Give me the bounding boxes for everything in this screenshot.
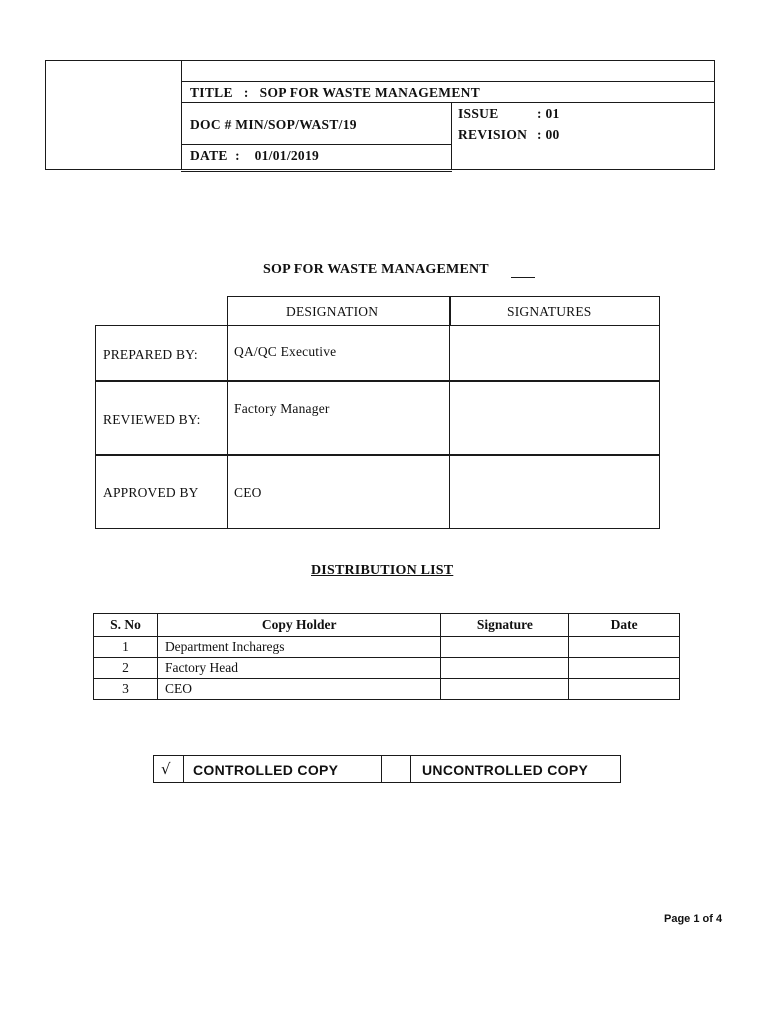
row-signature: [441, 637, 569, 658]
main-title-underline: [511, 277, 535, 278]
copy-status-divider-2: [381, 755, 382, 783]
row-date: [569, 658, 680, 679]
header-divider-1: [181, 81, 715, 82]
header-divider-5: [181, 171, 452, 172]
row-holder: CEO: [157, 679, 440, 700]
title-value: SOP FOR WASTE MANAGEMENT: [259, 85, 480, 100]
row-date: [569, 679, 680, 700]
row-date: [569, 637, 680, 658]
copy-status-divider-1: [183, 755, 184, 783]
date-value: 01/01/2019: [254, 148, 320, 163]
title-label: TITLE : SOP FOR WASTE MANAGEMENT: [190, 85, 480, 100]
designation-prepared: QA/QC Executive: [234, 344, 337, 359]
row-signature: [441, 658, 569, 679]
header-divider-4: [181, 144, 452, 145]
date-field: DATE : 01/01/2019: [190, 148, 320, 163]
header-divider-3: [451, 102, 452, 170]
issue-value: : 01: [537, 106, 560, 121]
table-row: [94, 658, 680, 679]
role-reviewed: REVIEWED BY:: [103, 412, 201, 427]
signoff-divider-sign: [449, 325, 450, 529]
page-number: Page 1 of 4: [664, 913, 723, 925]
signoff-header-designation: DESIGNATION: [286, 304, 379, 319]
row-sno: 3: [94, 679, 158, 700]
table-row: [94, 637, 680, 658]
row-holder: Department Incharegs: [157, 637, 440, 658]
col-date: Date: [569, 614, 680, 637]
main-title: SOP FOR WASTE MANAGEMENT: [263, 262, 489, 277]
col-sno: S. No: [94, 614, 158, 637]
designation-reviewed: Factory Manager: [234, 401, 330, 416]
distribution-table: [93, 613, 680, 700]
col-signature: Signature: [441, 614, 569, 637]
row-signature: [441, 679, 569, 700]
revision-value: : 00: [537, 127, 560, 142]
revision-label: REVISION: [458, 127, 528, 142]
signoff-header-signatures: SIGNATURES: [507, 304, 592, 319]
controlled-copy-label: CONTROLLED COPY: [193, 762, 339, 778]
doc-number: DOC # MIN/SOP/WAST/19: [190, 117, 357, 132]
document-header-block: [45, 60, 715, 170]
table-row: [94, 679, 680, 700]
distribution-title: DISTRIBUTION LIST: [311, 563, 454, 578]
uncontrolled-copy-label: UNCONTROLLED COPY: [422, 762, 589, 778]
row-holder: Factory Head: [157, 658, 440, 679]
role-prepared: PREPARED BY:: [103, 347, 198, 362]
designation-approved: CEO: [234, 485, 262, 500]
header-divider-2: [181, 102, 715, 103]
role-approved: APPROVED BY: [103, 485, 199, 500]
issue-label: ISSUE: [458, 106, 499, 121]
distribution-header-row: [94, 614, 680, 637]
controlled-check-icon: √: [161, 760, 171, 778]
row-sno: 1: [94, 637, 158, 658]
col-copy-holder: Copy Holder: [157, 614, 440, 637]
logo-area-divider: [181, 60, 182, 170]
signoff-divider-role: [227, 325, 228, 529]
row-sno: 2: [94, 658, 158, 679]
copy-status-divider-3: [410, 755, 411, 783]
